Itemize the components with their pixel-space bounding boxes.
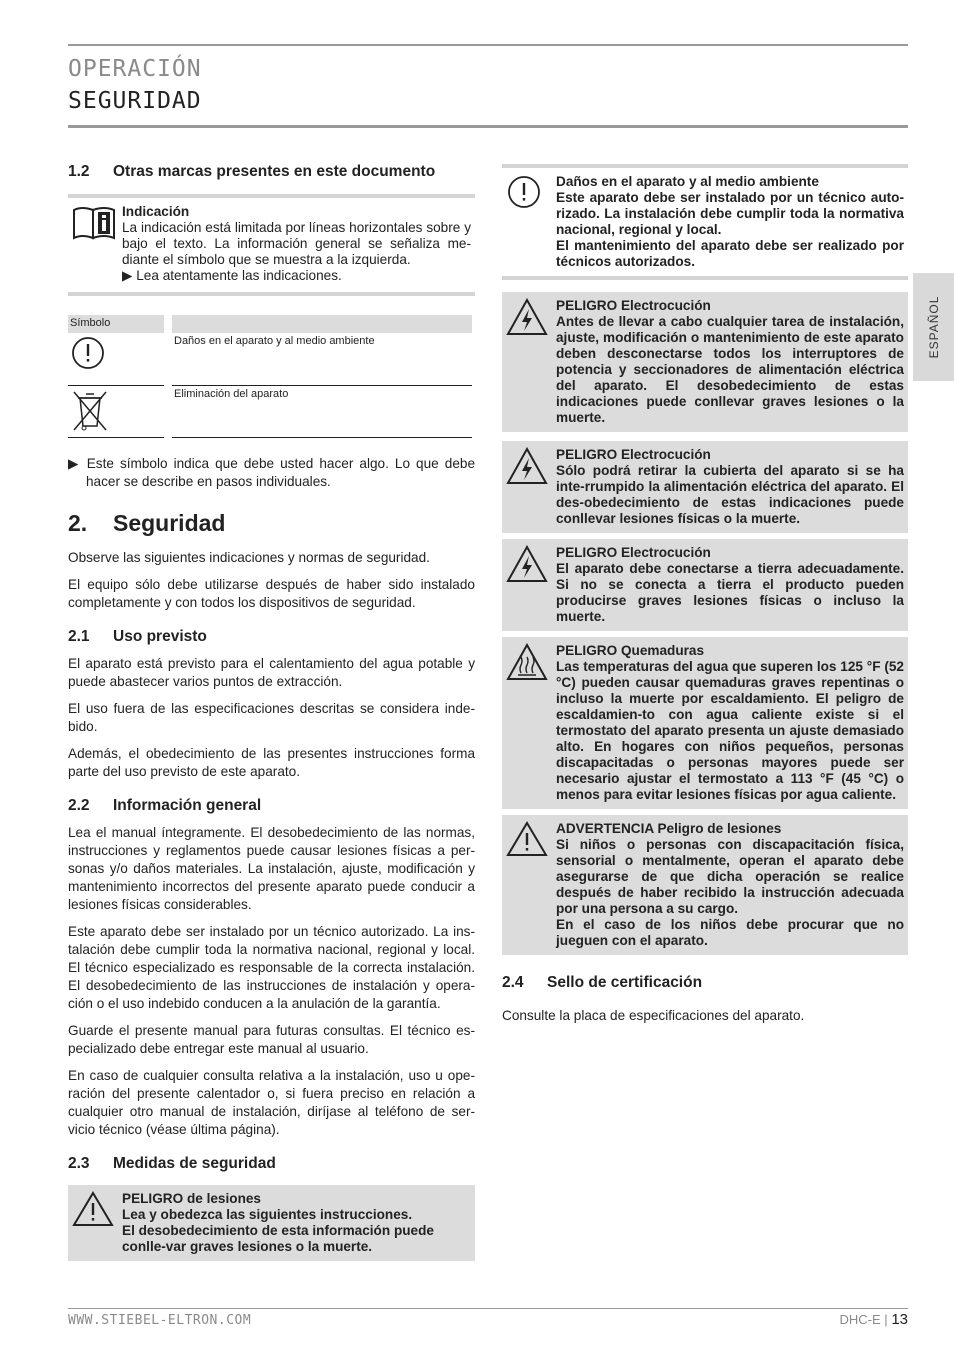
table-header-description — [172, 315, 472, 333]
table-cell: Eliminación del aparato — [172, 385, 472, 437]
footer-url: WWW.STIEBEL-ELTRON.COM — [68, 1313, 252, 1328]
table-row — [68, 385, 472, 437]
warning-title: Daños en el aparato y al medio ambiente — [556, 174, 819, 189]
warning-triangle-icon — [72, 1191, 122, 1255]
section-2-4-paragraph: Consulte la placa de especificaciones del aparato. — [502, 1008, 805, 1023]
warning-title: PELIGRO Electrocución — [556, 447, 711, 462]
warning-box-electrocution-3 — [502, 539, 908, 631]
section-2-4-heading: 2.4 Sello de certificación — [502, 974, 703, 991]
warning-box-electrocution-1 — [502, 292, 908, 432]
symbol-table — [68, 315, 472, 438]
section-2-2-paragraph: Lea el manual íntegramente. El desobedecimiento de las normas, instrucciones y reglamentos puede causar lesiones físicas a per-sonas y/o daños materiales. La instalación, ajuste, modificación y mantenimiento incorrectos del presente aparato puede conducir a lesiones físicas considerables. — [68, 824, 475, 912]
note-box — [68, 198, 475, 290]
warning-line: El desobedecimiento de esta información puede conlle-var graves lesiones o la muerte. — [122, 1222, 434, 1254]
page-number: 13 — [891, 1311, 908, 1328]
section-2-paragraph: Observe las siguientes indicaciones y normas de seguridad. — [68, 549, 430, 565]
warning-title: ADVERTENCIA Peligro de lesiones — [556, 821, 782, 836]
section-2-paragraph: El equipo sólo debe utilizarse después de haber sido instalado completamente y con todos los dispositivos de seguridad. — [68, 576, 475, 610]
section-2-1-paragraph: El aparato está previsto para el calentamiento del agua potable y puede abastecer varios puntos de extracción. — [68, 655, 475, 689]
warning-title: PELIGRO Quemaduras — [556, 643, 705, 658]
warning-triangle-icon — [506, 821, 556, 949]
header-rule-bottom — [68, 125, 908, 128]
note-bullet: ▶ Lea atentamente las indicaciones. — [122, 268, 342, 283]
warning-text: El aparato debe conectarse a tierra adecuadamente. Si no se conecta a tierra el producto pueden producirse graves lesiones físicas o incluso la muerte. — [556, 561, 904, 624]
language-side-tab: ESPAÑOL — [913, 273, 954, 381]
warning-box-electrocution-2 — [502, 441, 908, 533]
crossed-bin-icon — [70, 423, 110, 435]
warning-title: PELIGRO de lesiones — [122, 1190, 261, 1206]
electric-hazard-icon — [506, 447, 556, 527]
info-book-icon — [72, 204, 122, 284]
warning-text: Sólo podrá retirar la cubierta del aparato si se ha inte-rrumpido la alimentación eléctrica del aparato. El des-obedecimiento de estas indicaciones puede conllevar lesiones físicas o la muerte. — [556, 463, 904, 526]
section-2-2-paragraph: Guarde el presente manual para futuras consultas. El técnico es-pecializado debe entregar este manual al usuario. — [68, 1022, 475, 1056]
warning-box-injury — [502, 815, 908, 955]
warning-box-lesiones — [68, 1185, 475, 1261]
footer-page-info: DHC-E | 13 — [839, 1311, 908, 1328]
electric-hazard-icon — [506, 298, 556, 426]
exclamation-circle-icon — [506, 174, 556, 270]
warning-box-damage — [502, 168, 908, 276]
section-2-1-paragraph: El uso fuera de las especificaciones descritas se considera inde-bido. — [68, 700, 475, 734]
section-2-1-heading: 2.1 Uso previsto — [68, 627, 207, 645]
table-row — [68, 333, 472, 385]
hot-surface-icon — [506, 643, 556, 803]
note-text: La indicación está limitada por líneas horizontales sobre y bajo el texto. La información general se señaliza me-diante el símbolo que se muestra a la izquierda. — [122, 220, 471, 267]
warning-line: El mantenimiento del aparato debe ser realizado por técnicos autorizados. — [556, 238, 904, 269]
warning-bottom-rule — [502, 276, 908, 280]
section-2-2-paragraph: En caso de cualquier consulta relativa a la instalación, uso u ope-ración del presente calentador o, si fuera preciso en relación a cualquier otro manual de instalación, diríjase al teléfono de ser-vicio técnico (véase última página). — [68, 1067, 475, 1137]
warning-text: Antes de llevar a cabo cualquier tarea de instalación, ajuste, modificación o mantenimiento de este aparato deben desconectarse todos los interruptores de potencia y seccionadores de alimentación eléctrica del aparato. El desobedecimiento de estas indicaciones puede conllevar graves lesiones o la muerte. — [556, 314, 904, 425]
section-2-1-paragraph: Además, el obedecimiento de las presentes instrucciones forma parte del uso previsto de este aparato. — [68, 745, 475, 779]
section-2-heading: 2. Seguridad — [68, 509, 226, 536]
warning-line: En el caso de los niños debe procurar que no jueguen con el aparato. — [556, 917, 904, 948]
section-1-2-heading: 1.2 Otras marcas presentes en este documento — [68, 163, 436, 180]
electric-hazard-icon — [506, 545, 556, 625]
warning-title: PELIGRO Electrocución — [556, 545, 711, 560]
footer-rule — [68, 1308, 908, 1309]
table-cell: Daños en el aparato y al medio ambiente — [172, 333, 472, 385]
warning-title: PELIGRO Electrocución — [556, 298, 711, 313]
note-bottom-rule — [68, 292, 475, 296]
note-title: Indicación — [122, 204, 190, 219]
action-note: ▶ Este símbolo indica que debe usted hacer algo. Lo que debe hacer se describe en pasos individuales. — [68, 455, 475, 489]
right-column — [502, 164, 908, 1025]
section-2-3-heading: 2.3 Medidas de seguridad — [68, 1154, 276, 1172]
header-title-seguridad: SEGURIDAD — [68, 88, 202, 114]
warning-box-burns — [502, 637, 908, 809]
warning-line: Si niños o personas con discapacitación física, sensorial o mentalmente, operan el aparato debe asegurarse de que dicha operación se realice después de haber recibido la instrucción adecuada por una persona a su cargo. — [556, 837, 904, 916]
warning-line: Este aparato debe ser instalado por un técnico auto-rizado. La instalación debe cumplir toda la normativa nacional, regional y local. — [556, 190, 904, 237]
exclamation-circle-icon — [70, 362, 106, 374]
section-2-2-paragraph: Este aparato debe ser instalado por un técnico autorizado. La ins-talación debe cumplir toda la normativa nacional, regional y local. El técnico especializado es responsable de la correcta instalación. El desobedecimiento de las instrucciones de instalación y opera-ción o el uso indebido conducen a la anulación de la garantía. — [68, 923, 475, 1011]
warning-text: Las temperaturas del agua que superen los 125 °F (52 °C) pueden causar quemaduras graves repentinas o incluso la muerte por escaldamiento. El peligro de escaldamien-to con agua caliente existe si el termostato del aparato presenta un ajuste demasiado alto. En hogares con niños pequeños, personas discapacitadas o personas mayores puede ser necesario ajustar el termostato a 113 °F (45 °C) o menos para evitar lesiones físicas por agua caliente. — [556, 659, 904, 802]
table-header-symbol: Símbolo — [70, 317, 111, 329]
header-rule-top — [68, 44, 908, 46]
warning-line: Lea y obedezca las siguientes instrucciones. — [122, 1206, 413, 1222]
left-column — [68, 163, 475, 1261]
header-title-operacion: OPERACIÓN — [68, 56, 202, 82]
section-2-2-heading: 2.2 Información general — [68, 796, 262, 814]
